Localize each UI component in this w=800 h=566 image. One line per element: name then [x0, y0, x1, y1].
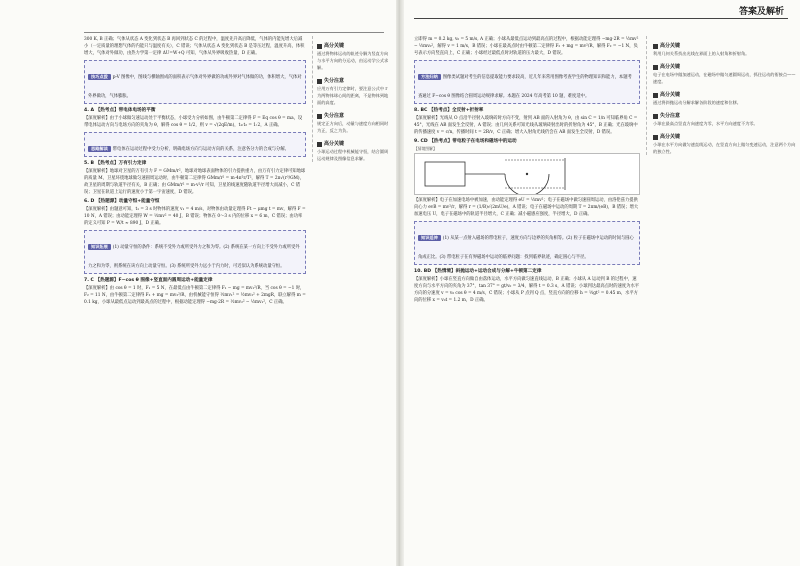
question-heading: 6. D 【热题源】动量守恒+能量守恒 [84, 199, 160, 204]
question-heading: 5. B 【热考点】万有引力定律 [84, 161, 147, 166]
sidebar-note-text: 小球在最高点竖直方向速度为零，水平方向速度不为零。 [653, 121, 758, 126]
question-heading: 9. CD 【热考点】带电粒子在电场和磁场中的运动 [414, 139, 517, 144]
left-page [0, 0, 396, 566]
page-header-title: 答案及解析 [738, 7, 784, 17]
callout-tag: 思路解读 [88, 146, 111, 152]
paragraph: 【深度解析】地球对卫星的万有引力 F = GMm/r²，地球对地球表面物体的引力提供重力，由万有引力定律可知地球的质量 M，卫星环绕地球做匀速圆周运动时，由牛顿第二定律得 GMm/r² = m·4π²r/T²，解得 T = 2π√(r³/GM)，故卫星的周期与轨道半径有关，B 正确；由 GMm/r² = m·v²/r 可知，卫星的线速度随轨道半径增大而减小，C 错误；卫星在轨道上运行的速度小于第一宇宙速度，D 错误。 [84, 169, 306, 195]
sidebar-note-title [653, 91, 797, 99]
right-main-column [414, 36, 640, 304]
note-marker-icon [653, 44, 658, 49]
figure-block [414, 146, 640, 195]
callout-text: (1) 从某一点射入磁场的带电粒子，速度方向与边界的夹角相等。(2) 粒子在磁场中运动的时间与圆心角成正比。(3) 带电粒子在有界磁场中运动的临界问题：找到临界轨迹，确定圆心与半径。 [418, 236, 634, 260]
sidebar-note-heading: 高分关键 [324, 141, 345, 147]
paragraph: 立即得 m = 0.2 kg, v₀ = 5 m/s, A 正确；小球从最低点运动到最高点的过程中，根据动能定理得 −mg·2R = ½mv² − ½mv₀²，解得 v = 1 m/s，B 错误；小球在最高点时由牛顿第二定律得 F₂ + mg = mv²/R，解得 F₂ = −1 N，负号表示方向竖直向上，C 正确；小球经过最低点时对轨道的压力最大，D 错误。 [414, 37, 639, 56]
sidebar-note-heading: 失分注意 [660, 113, 681, 119]
sidebar-note-heading: 高分关键 [660, 43, 681, 49]
sidebar-note-heading: 高分关键 [324, 43, 345, 49]
callout-box [84, 132, 306, 157]
callout-text: (1) 动量守恒的条件：系统不受外力或所受外力之和为零。(2) 系统在某一方向上不受外力或所受外力之和为零，则系统在该方向上动量守恒。(3) 系统所受外力远小于内力时，可近似认为系统动量守恒。 [88, 245, 300, 269]
callout-tag: 知识延伸 [418, 235, 441, 241]
note-marker-icon [317, 142, 322, 147]
callout-tag: 方法归纳 [418, 74, 441, 80]
note-marker-icon [653, 114, 658, 119]
callout-box [84, 60, 306, 104]
sidebar-note-text: 小球在水平方向做匀速直线运动，在竖直方向上做匀变速运动，注意两个方向的独立性。 [653, 142, 796, 154]
callout-text: 带电体在运动过程中受力分析，明确电场方向与运动方向的关系，注意各分力的合成与分解。 [112, 147, 289, 152]
sidebar-note-title [653, 42, 797, 50]
callout-text: 图像类试题对考生的信息提取能力要求较高，近几年来常用图像考查学生的物理知识和能力，本题考查通过 F−cos θ 图像结合圆周运动规律求解。本题在 2024 年高考第 10 题，难度适中。 [418, 75, 632, 99]
sidebar-note-title [317, 42, 389, 50]
right-page [404, 0, 800, 566]
sidebar-note-heading: 高分关键 [660, 64, 681, 70]
sidebar-note-title [317, 77, 389, 85]
sidebar-note-text: 应用万有引力定律时，要注意公式中 r 为两物体球心间的距离，不是物体到地面的高度。 [317, 86, 389, 105]
note-marker-icon [317, 79, 322, 84]
question-heading: 8. BC 【热考点】全反射+折射率 [414, 108, 484, 113]
right-sidebar [646, 36, 797, 155]
left-sidebar [312, 36, 389, 162]
callout-tag: 技巧点拨 [88, 74, 111, 80]
question-heading: 4. A 【热考点】带电体电场的平衡 [84, 108, 156, 113]
sidebar-note-text: 利用几何关系找出光线在界面上的入射角和折射角。 [653, 51, 750, 56]
sidebar-note-text: 小球运动过程中机械能守恒，结合圆周运动规律及图像信息求解。 [317, 149, 389, 161]
sidebar-note-heading: 失分注意 [324, 113, 345, 119]
callout-text: p-V 图像中，图线与横轴围成的面积表示气体对外界做的功或外界对气体做的功，体积增大，气体对外界做功，气体膨胀。 [88, 75, 302, 99]
paragraph: 【深度解析】小球在竖直方向做自由落体运动，水平方向做匀速直线运动，B 正确；小球从 A 运动到 B 的过程中，速度方向与水平方向的夹角为 37°，tan 37° = gt/v₀ = 3/4，解得 t = 0.3 s，A 错误；小球到达最高点时的速度为水平方向的分速度 v = v₀ cos θ = 4 m/s，C 错误；小球从 P 点到 Q 点，竖直方向的位移 h = ½gt² = 0.45 m，水平方向的位移 x = v₀t = 1.2 m，D 正确。 [414, 277, 640, 303]
sidebar-note-text: 电子在电场中做加速运动，在磁场中做匀速圆周运动，抓住运动的衔接点——速度。 [653, 72, 796, 84]
callout-box [414, 60, 640, 104]
note-marker-icon [653, 93, 658, 98]
question-heading: 7. C 【热题源】F−cos θ 图像+竖直面内圆周运动+能量定律 [84, 278, 213, 283]
header-rule [414, 18, 788, 19]
callout-tag: 知识拓展 [88, 244, 111, 250]
callout-box [84, 230, 306, 274]
figure-caption: 【情境图解】 [414, 146, 437, 151]
note-marker-icon [317, 114, 322, 119]
paragraph: 【深度解析】由 cos θ = 1 时，F₁ = 5 N，在最低点由牛顿第二定律得 F₁ − mg = mv₁²/R，当 cos θ = −1 时，F₂ = 11 N，由牛顿第二定律得 F₂ + mg = mv₂²/R，由机械能守恒得 ½mv₁² = ½mv₂² + 2mgR，联立解得 m = 0.1 kg，小球从最低点运动到最高点的过程中，根据动能定理得 −mg·2R = ½mv₂² − ½mv₁²，C 正确。 [84, 286, 306, 305]
sidebar-note-title [653, 133, 797, 141]
sidebar-note-text: 规定正方向后，动量与速度方向相同时为正，反之为负。 [317, 121, 389, 133]
left-main-column [84, 36, 306, 306]
paragraph: 【深度解析】由题意可知，t₁ = 3 s 时物体的速度 v₁ = 4 m/s，对物体由动量定理得 Ft − μmg t = mv，解得 F = 10 N，A 错误；由动能定理得 W = ½mv² = 40 J，B 错误；物体在 0～3 s 内的位移 x = 6 m，C 错误；由功率的定义可知 P = W/t ≈ 890 J，D 正确。 [84, 207, 306, 226]
sidebar-note-heading: 高分关键 [660, 134, 681, 140]
sidebar-note-text: 通过将斜抛运动分解求解各阶段的速度和位移。 [653, 100, 741, 105]
sidebar-note-title [653, 112, 797, 120]
paragraph: 【深度解析】由于小球做匀速运动处于平衡状态，小球受力分析如图，由牛顿第二定律得 F = Eq cos θ = ma，设带电体运动方向与电场方向的夹角为 θ，解得 cos θ = 1/2，则 v = √(2qE/m)，t₁:t₂ = 1:2，A 正确。 [84, 116, 303, 128]
sidebar-note-heading: 失分注意 [324, 78, 345, 84]
note-marker-icon [317, 44, 322, 49]
book-spine [396, 0, 404, 566]
left-header-rule [84, 32, 384, 33]
sidebar-note-title [317, 112, 389, 120]
sidebar-note-heading: 高分关键 [660, 92, 681, 98]
note-marker-icon [653, 65, 658, 70]
paragraph: 300 K, B 正确；气体从状态 A 变化到状态 B 再回到状态 C 的过程中，温度先升高后降低，气体的内能先增大后减小（一定质量的理想气体的内能只与温度有关），C 错误；气体从状态 A 变化到状态 B 是等压过程，温度升高，体积增大，气体对外做功，由热力学第一定律 ΔU=W+Q 可知，气体从外界吸收热量，D 正确。 [84, 37, 305, 56]
question-heading: 10. BD 【热情境】斜抛运动+运动合成与分解+牛顿第二定律 [414, 269, 542, 274]
note-marker-icon [653, 135, 658, 140]
paragraph: 【深度解析】电子在加速电场中被加速，由动能定理得 eU = ½mv²；电子在磁场中做匀速圆周运动，由洛伦兹力提供向心力 evB = mv²/r，解得 r = (1/B)√(2mU/e)，A 错误；电子在磁场中运动的周期 T = 2πm/(eB)，B 错误；增大加速电压 U，电子在磁场中的轨道半径增大，C 正确；减小磁感应强度，半径增大，D 正确。 [414, 198, 639, 217]
paragraph: 【深度解析】光线从 O 点沿半径射入玻璃砖时方向不变，射到 AB 面的入射角为 θ，由 sin C = 1/n 可知临界角 C = 45°，光线在 AB 面发生全反射，A 错误；由几何关系可知光线从玻璃砖射出时的折射角为 45°，B 正确；光在玻璃中的传播速度 v = c/n，传播时间 t = 2R/v，C 正确；增大入射角光线仍会在 AB 面发生全反射，D 错误。 [414, 116, 638, 135]
sidebar-note-title [653, 63, 797, 71]
sidebar-note-title [317, 140, 389, 148]
callout-box [414, 221, 640, 265]
sidebar-note-text: 通过将物体运动的轨迹分解为竖直方向与水平方向的分运动，由运动学公式求解。 [317, 51, 389, 70]
circuit-figure [414, 153, 640, 195]
